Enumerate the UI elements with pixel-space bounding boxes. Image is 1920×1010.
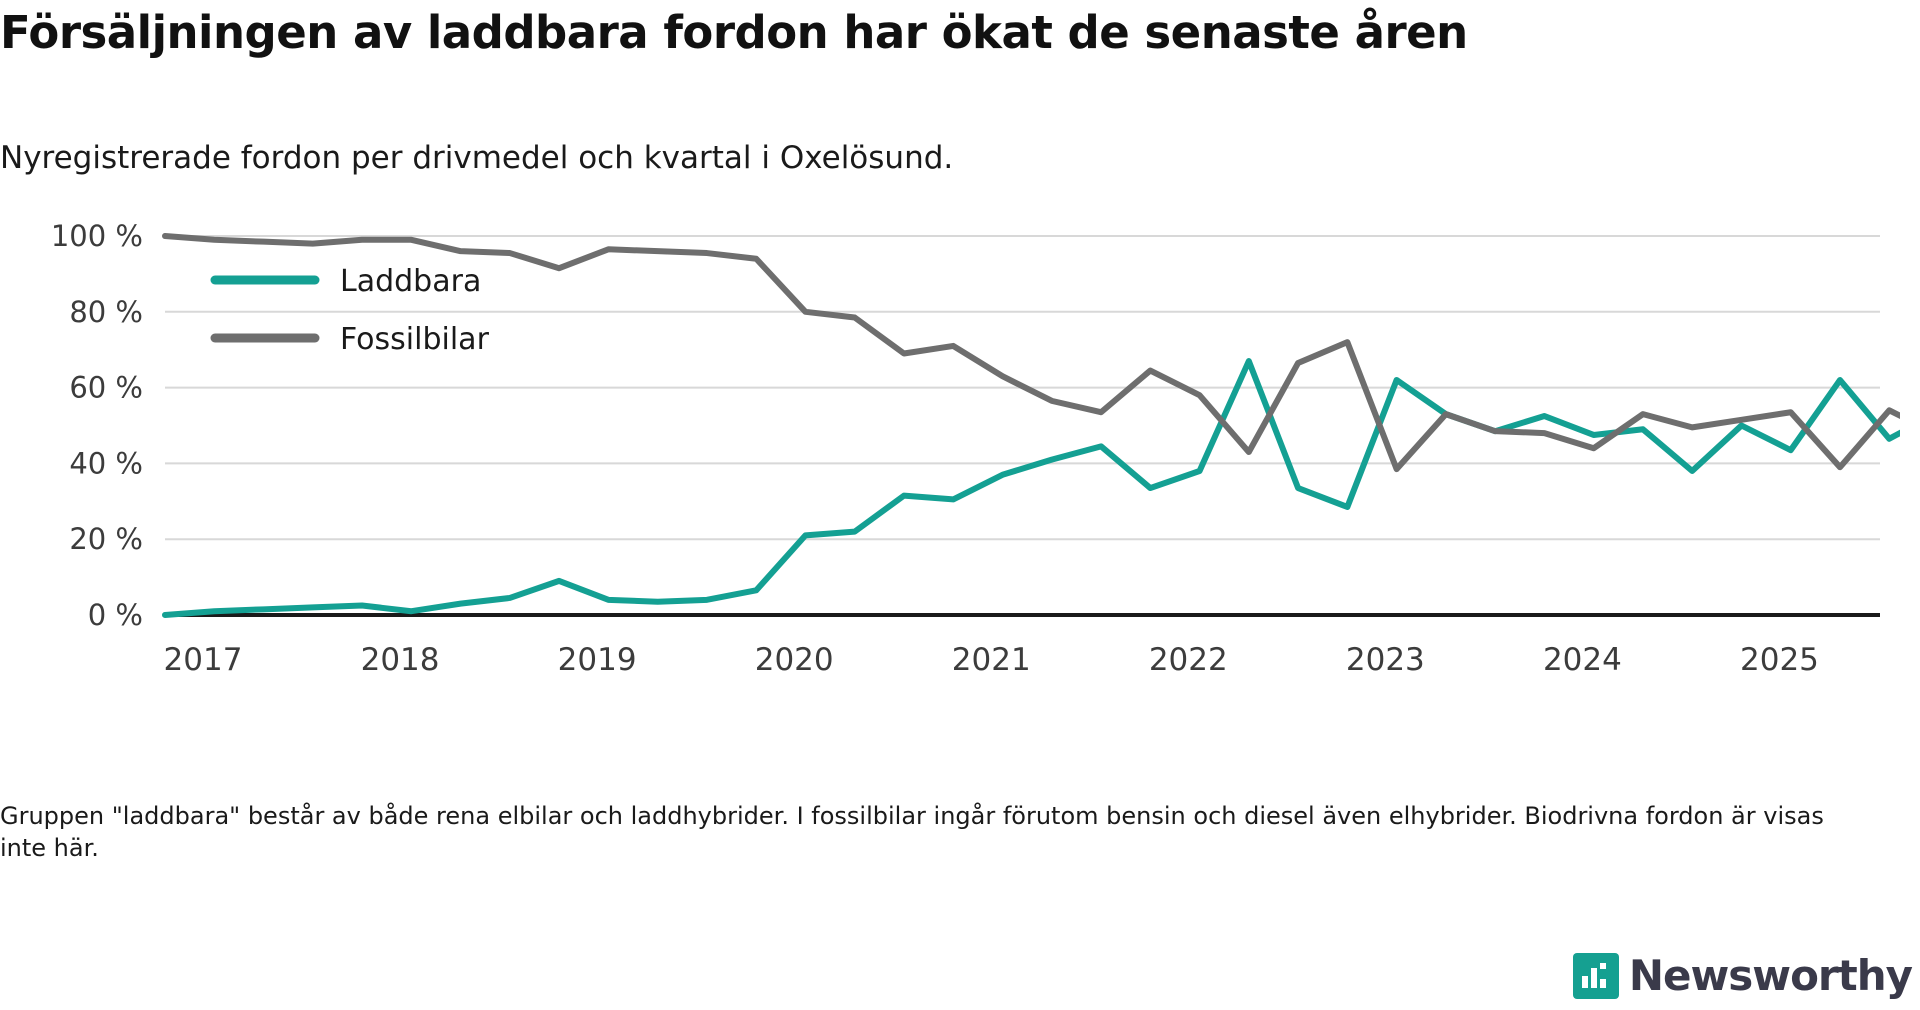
y-tick-label: 60 % xyxy=(69,370,143,405)
x-tick-label: 2023 xyxy=(1345,642,1425,678)
y-tick-label: 0 % xyxy=(87,598,143,632)
y-axis-ticks xyxy=(51,222,143,632)
newsworthy-logo xyxy=(1573,951,1912,1000)
x-tick-label: 2018 xyxy=(360,642,440,678)
legend-label-fossilbilar: Fossilbilar xyxy=(340,322,489,357)
series-line-laddbara xyxy=(165,361,1900,615)
y-tick-label: 20 % xyxy=(69,522,143,557)
x-tick-label: 2024 xyxy=(1542,642,1622,678)
x-tick-label: 2022 xyxy=(1148,642,1228,678)
chart-plot-area xyxy=(0,222,1900,712)
legend-label-laddbara: Laddbara xyxy=(340,264,482,299)
y-tick-label: 40 % xyxy=(69,446,143,481)
x-tick-label: 2020 xyxy=(754,642,834,678)
x-tick-label: 2017 xyxy=(163,642,243,678)
brand-name: Newsworthy xyxy=(1628,951,1912,1000)
chart-footnote: Gruppen "laddbara" består av både rena elbilar och laddhybrider. I fossilbilar ingår förutom bensin och diesel även elhybrider. Biodrivna fordon är visas inte här. xyxy=(0,802,1824,863)
x-tick-label: 2025 xyxy=(1740,642,1819,678)
x-axis-ticks xyxy=(164,642,1819,678)
y-tick-label: 80 % xyxy=(69,294,143,329)
page-title: Försäljningen av laddbara fordon har ökat de senaste åren xyxy=(0,6,1468,59)
x-tick-label: 2019 xyxy=(557,642,637,678)
y-tick-label: 100 % xyxy=(50,222,143,253)
chart-legend xyxy=(215,264,490,357)
bar-chart-icon xyxy=(1573,953,1619,999)
x-tick-label: 2021 xyxy=(951,642,1031,678)
chart-subtitle: Nyregistrerade fordon per drivmedel och kvartal i Oxelösund. xyxy=(0,140,954,176)
